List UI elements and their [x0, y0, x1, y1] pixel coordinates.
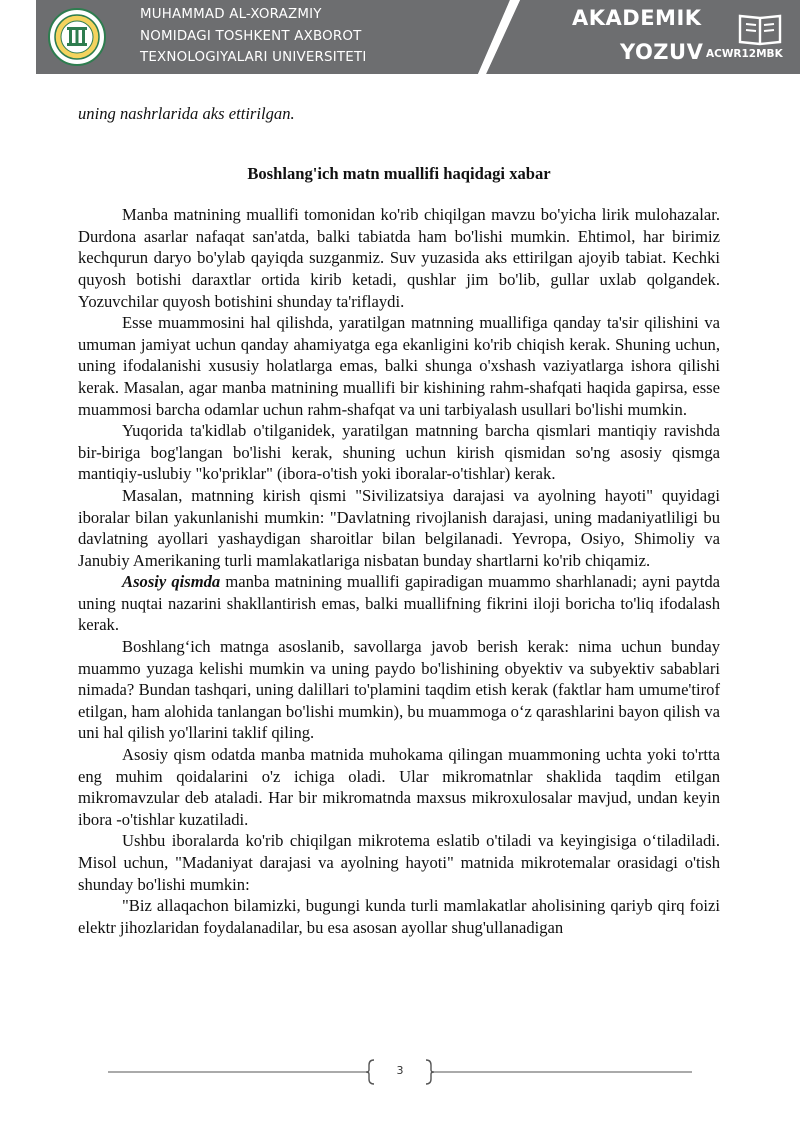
paragraph-4: Masalan, matnning kirish qismi "Sivilizatsiya darajasi va ayolning hayoti" quyidagi iboralar bilan yakunlanishi mumkin: "Davlatning rivojlanish darajasi, uning madaniyatliligi bu davlatning ayollari yashaydigan sharoitlar bilan belgilanadi. Yevropa, Osiyo, Shimoliy va Janubiy Amerikaning turli mamlakatlariga nisbatan bunday shartlarni ko'rib chiqamiz.	[78, 485, 720, 570]
university-name	[140, 4, 366, 69]
paragraph-9: "Biz allaqachon bilamizki, bugungi kunda turli mamlakatlar aholisining qariyb qirq foizi elektr jihozlaridan foydalanadilar, bu esa asosan ayollar shug'ullanadigan	[78, 896, 720, 937]
brand-title-line-1: AKADEMIK	[572, 6, 702, 30]
page-header	[0, 0, 800, 74]
university-line-1: MUHAMMAD AL-XORAZMIY	[140, 7, 322, 22]
section-heading: Boshlang'ich matn muallifi haqidagi xabar	[247, 163, 551, 183]
paragraph-5	[78, 571, 720, 636]
university-line-3: TEXNOLOGIYALARI UNIVERSITETI	[140, 50, 367, 65]
paragraph-6: Boshlang‘ich matnga asoslanib, savollarga javob berish kerak: nima uchun bunday muammo yuzaga kelishi mumkin va uning paydo bo'lishining obyektiv va subyektiv sabablari nimada? Bundan tashqari, uning dalillari to'plamini taqdim etish kerak (faktlar ham umume'tirof etilgan, ham alohida tanlangan bo'lishi mumkin), bu muammoga o‘z qarashlarini bayon qilish va uni hal qilish yo'llarini taklif qiling.	[78, 637, 720, 743]
lead-line: uning nashrlarida aks ettirilgan.	[78, 104, 295, 123]
page-number: 3	[396, 1064, 404, 1077]
emphasis-main-part: Asosiy qismda	[122, 572, 221, 592]
paragraph-3: Yuqorida ta'kidlab o'tilganidek, yaratilgan matnning barcha qismlari mantiqiy ravishda bir-biriga bog'langan bo'lishi kerak, shuning uchun kirish qismidan so'ng asosiy qismga mantiqiy-uslubiy "ko'priklar" (ibora-o'tish yoki iboralar-o'tishlar) kerak.	[78, 421, 720, 484]
book-icon	[738, 12, 782, 46]
university-line-2: NOMIDAGI TOSHKENT AXBOROT	[140, 28, 362, 44]
paragraph-5-text: manba matnining muallifi gapiradigan muammo sharhlanadi; ayni paytda uning nuqtai nazarini shakllantirish emas, balki muallifning fikrini iloji boricha to'liq ifodalash kerak.	[78, 572, 720, 635]
university-logo-icon	[48, 8, 106, 66]
brand-code: ACWR12MBK	[706, 48, 783, 60]
paragraph-8: Ushbu iboralarda ko'rib chiqilgan mikrotema eslatib o'tiladi va keyingisiga o‘tiladiladi. Misol uchun, "Madaniyat darajasi va ayolning hayoti" matnida mikrotemalar orasidagi o'tish shunday bo'lishi mumkin:	[78, 831, 720, 894]
page-footer	[0, 1052, 800, 1092]
paragraph-7: Asosiy qism odatda manba matnida muhokama qilingan muammoning uchta yoki to'rtta eng muhim qoidalarini o'z ichiga oladi. Ular mikromatnlar shaklida taqdim etilgan mikromavzular deb ataladi. Har bir mikromatnda maxsus mikroxulosalar mavjud, undan keyin ibora -o'tishlar kuzatiladi.	[78, 745, 720, 829]
paragraph-1: Manba matnining muallifi tomonidan ko'rib chiqilgan mavzu bo'yicha lirik mulohazalar. Durdona asarlar nafaqat san'atda, balki tabiatda ham bo'lishi mumkin. Ehtimol, har birimiz kechqurun daryo bo'ylab qayiqda suzganmiz. Suv yuzasida aks ettirilgan ajoyib tabiat. Kechki quyosh botishi daraxtlar ortida kirib ketadi, qushlar jim bo'lib, gullar uxlab qolgandek. Yozuvchilar quyosh botishini shunday ta'riflaydi.	[78, 205, 720, 311]
brand-title-line-2: YOZUV	[620, 40, 704, 64]
brand-block	[560, 6, 796, 70]
document-body	[78, 103, 720, 938]
paragraph-2: Esse muammosini hal qilishda, yaratilgan matnning muallifiga qanday ta'sir qilishini va umuman jamiyat uchun qanday ahamiyatga ega ekanligini ko'rib chiqish kerak. Shuning uchun, uning ifodalanishi xususiy holatlarga emas, balki shunga o'xshash vaziyatlarga ishora qilishi kerak. Masalan, agar manba matnining muallifi bir kishining rahm-shafqati haqida gapirsa, esse muammosi barcha odamlar uchun rahm-shafqat va uni tarbiyalash usullari bo'lishi mumkin.	[78, 313, 720, 419]
